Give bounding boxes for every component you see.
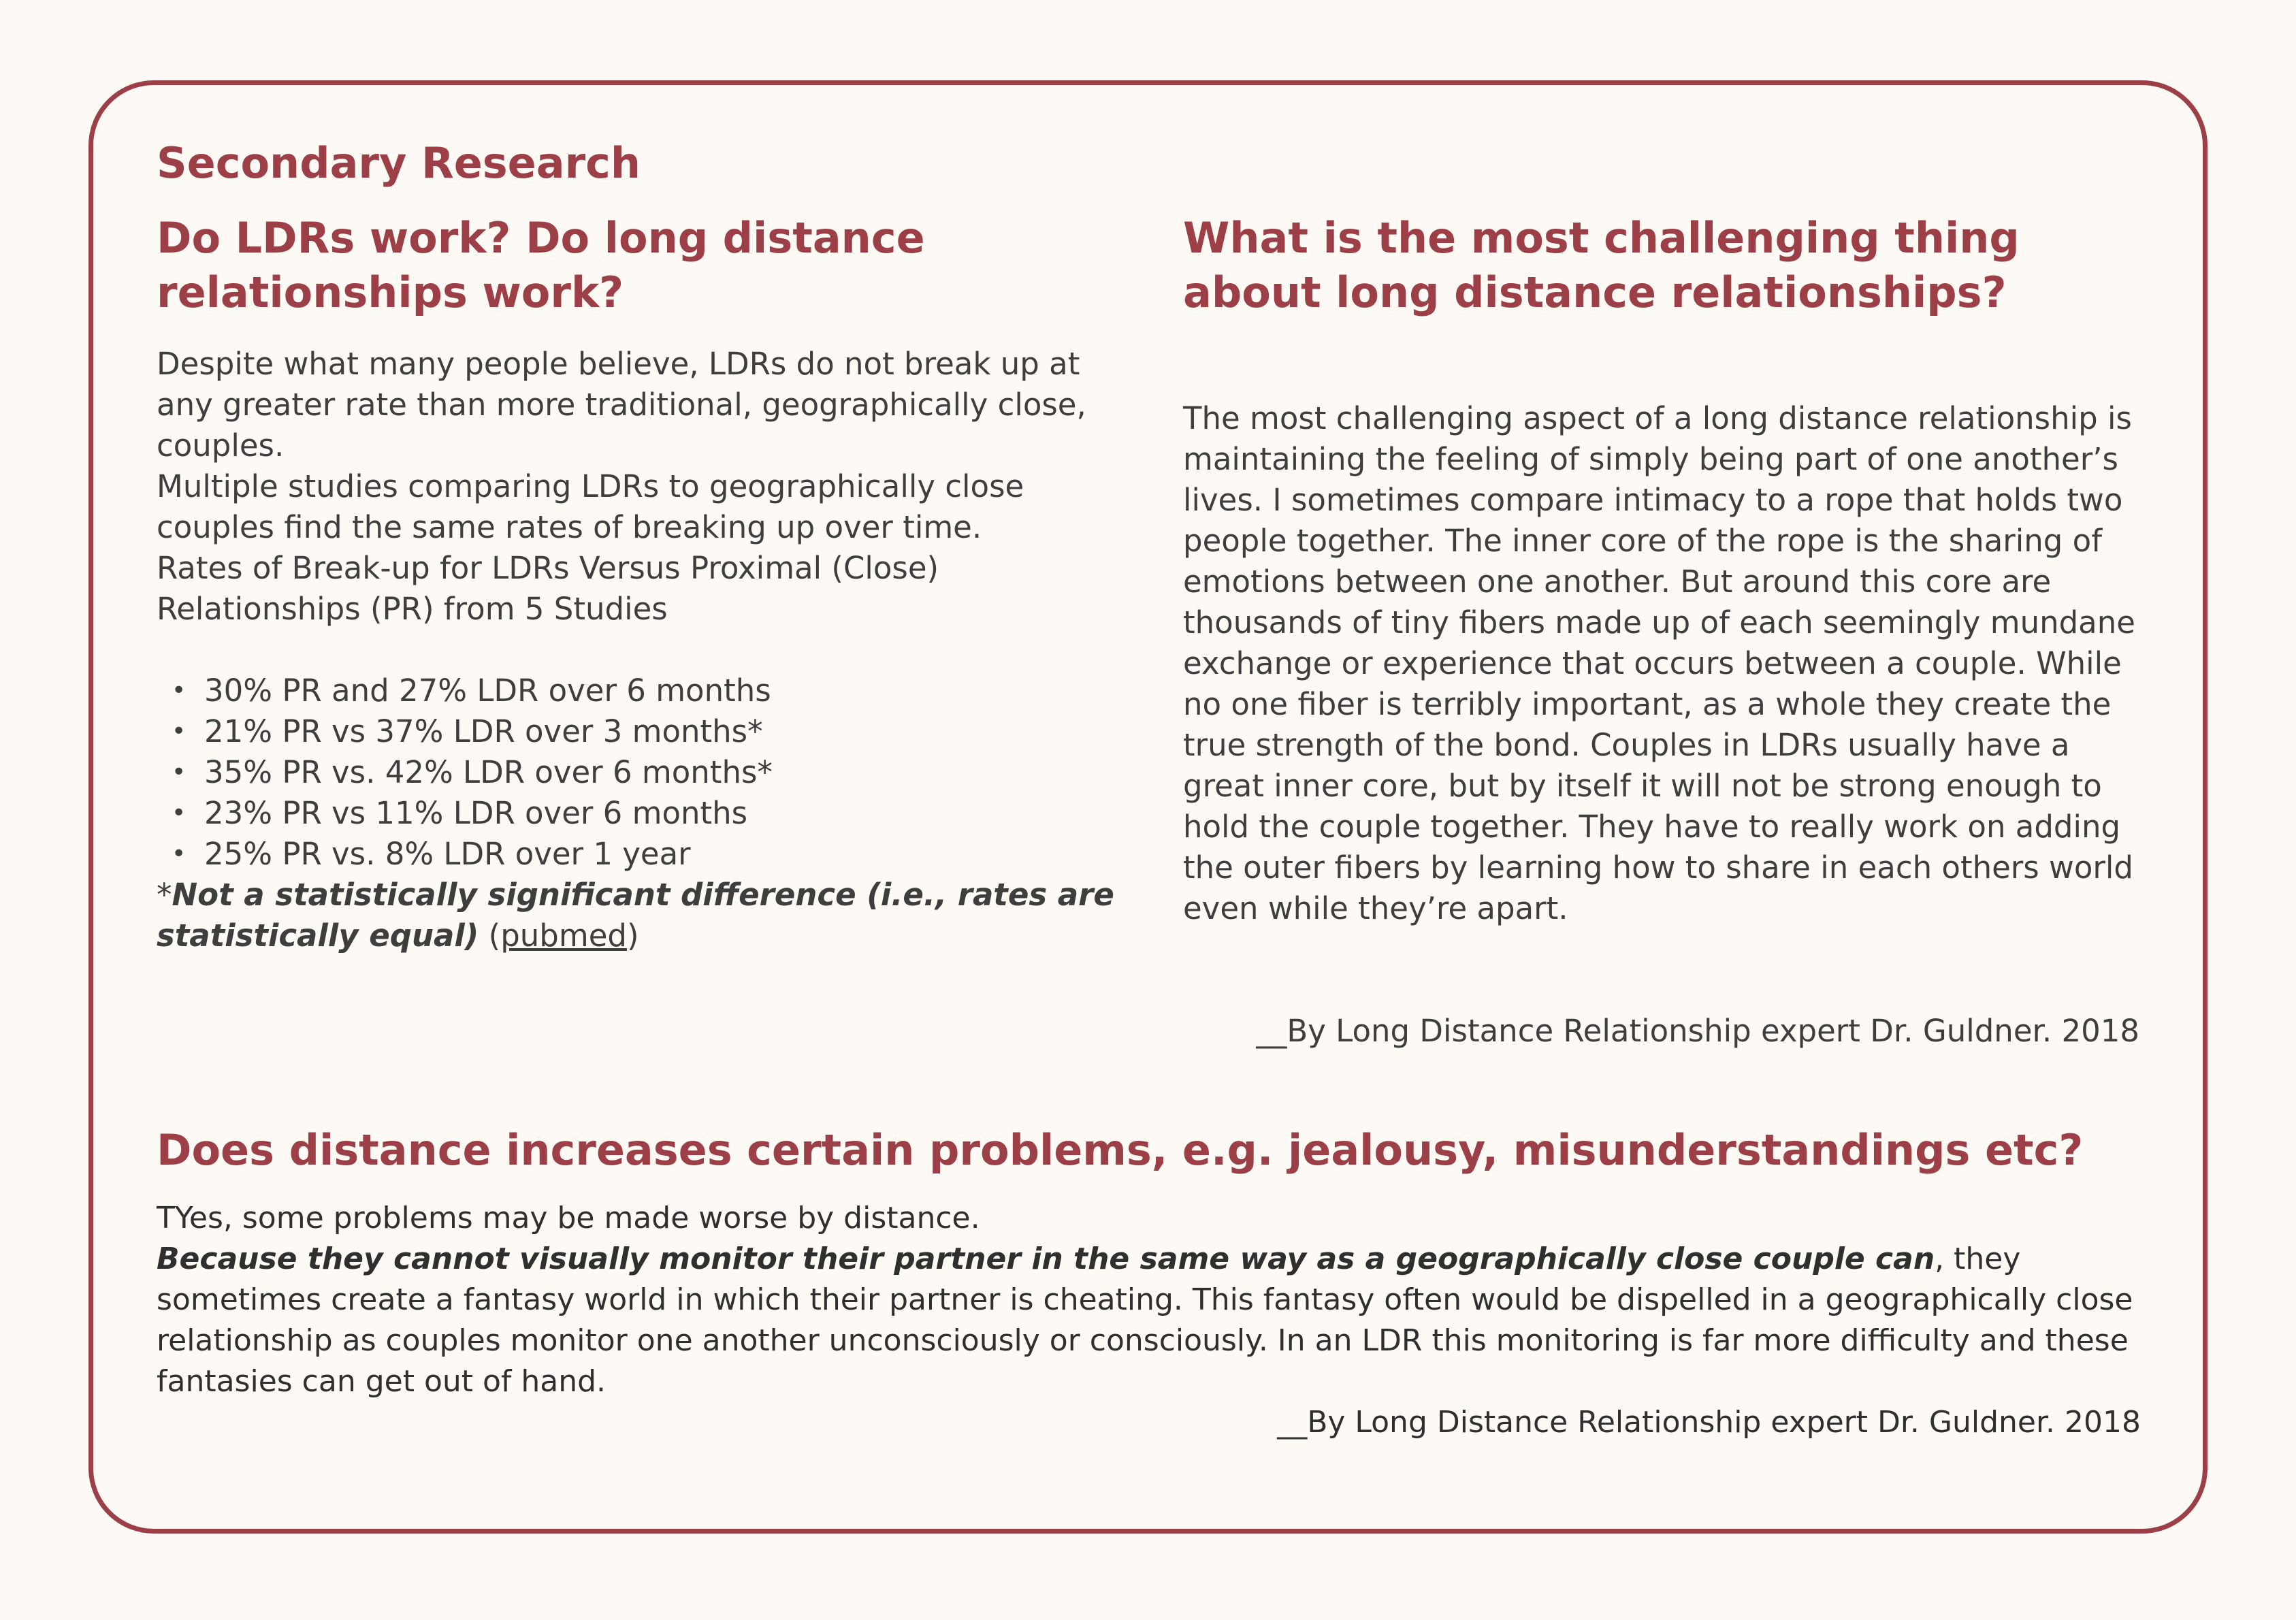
distance-problems-section bbox=[157, 1198, 2144, 1402]
footnote-paren-close: ) bbox=[626, 918, 639, 954]
distance-problems-lead: Because they cannot visually monitor their partner in the same way as a geographically close couple can bbox=[157, 1242, 1935, 1276]
challenge-attribution: __By Long Distance Relationship expert Dr. Guldner. 2018 bbox=[1256, 1013, 2139, 1049]
ldr-rates-title: Rates of Break-up for LDRs Versus Proximal (Close) Relationships (PR) from 5 Studies bbox=[157, 550, 939, 627]
significance-footnote bbox=[157, 875, 1137, 956]
ldr-studies-text: Multiple studies comparing LDRs to geographically close couples find the same rates of breaking up over time. bbox=[157, 468, 1024, 545]
distance-problems-body bbox=[157, 1239, 2144, 1402]
pubmed-link[interactable]: pubmed bbox=[500, 918, 627, 954]
footnote-bold-text: Not a statistically significant difference (i.e., rates are statistically equal) bbox=[157, 877, 1114, 954]
distance-problems-intro: TYes, some problems may be made worse by distance. bbox=[157, 1201, 980, 1235]
ldr-work-section bbox=[157, 344, 1137, 956]
footnote-paren-open: ( bbox=[479, 918, 501, 954]
distance-problems-rest: , they sometimes create a fantasy world in which their partner is cheating. This fantasy often would be dispelled in a geographically close relationship as couples monitor one another unconsciously or consciously. In an LDR this monitoring is far more difficulty and these fantasies can get out of hand. bbox=[157, 1242, 2133, 1399]
distance-problems-heading: Does distance increases certain problems, e.g. jealousy, misunderstandings etc? bbox=[157, 1125, 2084, 1175]
section-title: Secondary Research bbox=[157, 138, 641, 188]
list-item: • 25% PR vs. 8% LDR over 1 year bbox=[157, 834, 1137, 875]
list-item: • 21% PR vs 37% LDR over 3 months* bbox=[157, 711, 1137, 752]
list-item: • 30% PR and 27% LDR over 6 months bbox=[157, 670, 1137, 711]
challenge-body-text: The most challenging aspect of a long distance relationship is maintaining the feeling of simply being part of one another’s lives. I sometimes compare intimacy to a rope that holds two people together. The inner core of the rope is the sharing of emotions between one another. But around this core are thousands of tiny fibers made up of each seemingly mundane exchange or experience that occurs between a couple. While no one fiber is terribly important, as a whole they create the true strength of the bond. Couples in LDRs usually have a great inner core, but by itself it will not be strong enough to hold the couple together. They have to really work on adding the outer fibers by learning how to share in each others world even while they’re apart. bbox=[1183, 400, 2135, 926]
list-item: • 35% PR vs. 42% LDR over 6 months* bbox=[157, 752, 1137, 793]
breakup-rates-list bbox=[157, 670, 1137, 875]
list-item: • 23% PR vs 11% LDR over 6 months bbox=[157, 793, 1137, 834]
ldr-intro-text: Despite what many people believe, LDRs do not break up at any greater rate than more traditional, geographically close, couples. bbox=[157, 346, 1086, 464]
footnote-star: * bbox=[157, 877, 172, 913]
distance-problems-attribution: __By Long Distance Relationship expert Dr. Guldner. 2018 bbox=[1277, 1405, 2141, 1440]
ldr-work-heading: Do LDRs work? Do long distance relationships work? bbox=[157, 213, 925, 317]
challenge-heading: What is the most challenging thing about long distance relationships? bbox=[1183, 213, 2020, 317]
